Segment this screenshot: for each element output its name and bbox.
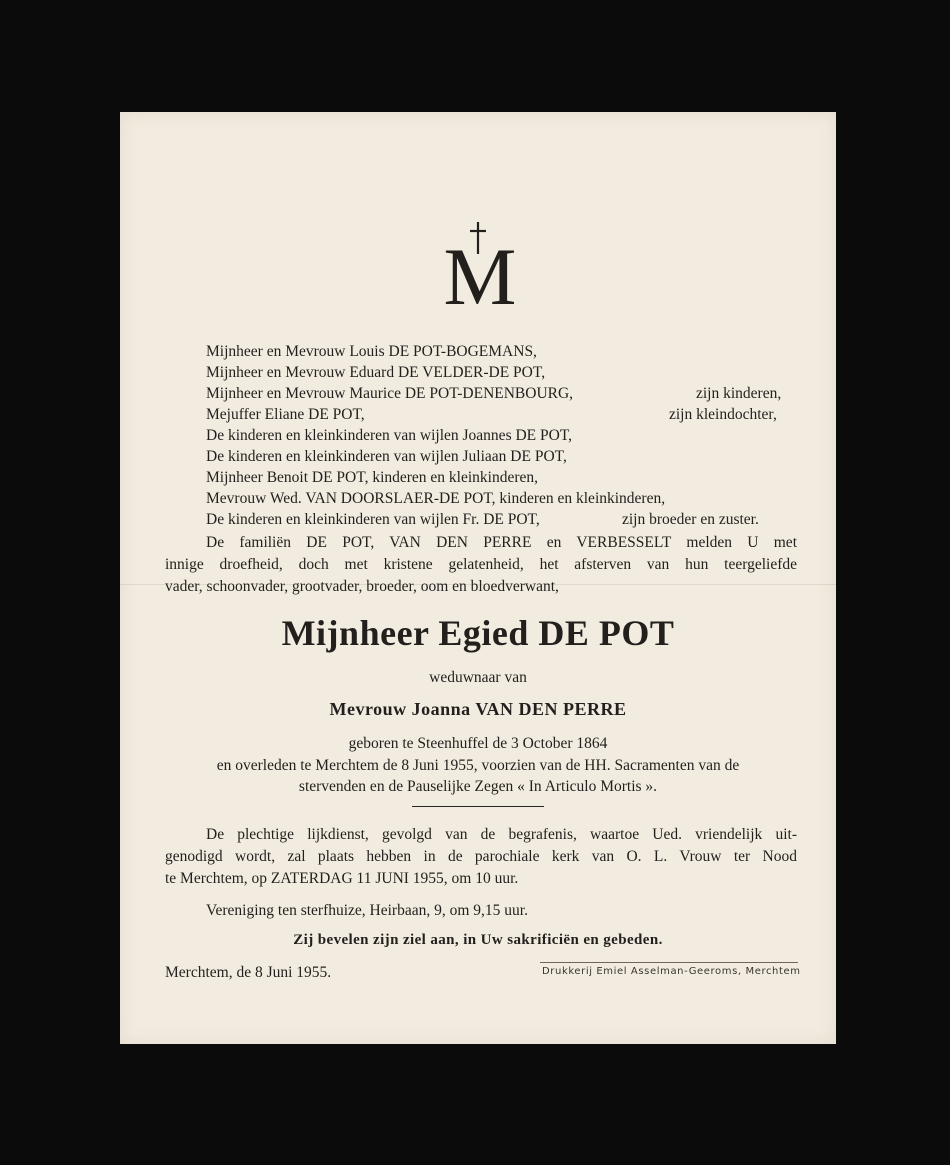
widower-of: weduwnaar van — [429, 669, 527, 686]
service-line-3: te Merchtem, op ZATERDAG 11 JUNI 1955, om 10 uur. — [165, 870, 519, 887]
family-line-7: Mijnheer Benoit DE POT, kinderen en kleinkinderen, — [206, 469, 539, 486]
memorial-card — [120, 112, 836, 1044]
family-line-3-relation: zijn kinderen, — [696, 385, 782, 402]
family-line-8: Mevrouw Wed. VAN DOORSLAER-DE POT, kinderen en kleinkinderen, — [206, 490, 666, 507]
printer-rule — [540, 962, 798, 963]
gathering-line: Vereniging ten sterfhuize, Heirbaan, 9, om 9,15 uur. — [206, 902, 528, 919]
service-line-1: De plechtige lijkdienst, gevolgd van de begrafenis, waartoe Ued. vriendelijk uit- — [206, 826, 797, 843]
announcement-line-1: De familiën DE POT, VAN DEN PERRE en VERBESSELT melden U met — [206, 534, 797, 551]
birth-line: geboren te Steenhuffel de 3 October 1864 — [348, 735, 608, 752]
service-line-2: genodigd wordt, zal plaats hebben in de parochiale kerk van O. L. Vrouw ter Nood — [165, 848, 797, 865]
place-date: Merchtem, de 8 Juni 1955. — [165, 964, 332, 981]
cross-monogram-icon — [432, 220, 528, 308]
family-line-4: Mejuffer Eliane DE POT, — [206, 406, 365, 423]
family-line-6: De kinderen en kleinkinderen van wijlen Juliaan DE POT, — [206, 448, 567, 465]
spouse-name: Mevrouw Joanna VAN DEN PERRE — [329, 699, 627, 719]
announcement-line-3: vader, schoonvader, grootvader, broeder, oom en bloedverwant, — [165, 578, 559, 595]
divider — [412, 806, 544, 807]
deceased-name: Mijnheer Egied DE POT — [281, 613, 675, 653]
death-line-1: en overleden te Merchtem de 8 Juni 1955, voorzien van de HH. Sacramenten van de — [216, 757, 740, 774]
family-line-9-relation: zijn broeder en zuster. — [622, 511, 759, 528]
announcement-line-2: innige droefheid, doch met kristene gelatenheid, het afsterven van hun teergeliefde — [165, 556, 797, 573]
death-line-2: stervenden en de Pauselijke Zegen « In Articulo Mortis ». — [298, 778, 658, 795]
family-line-3: Mijnheer en Mevrouw Maurice DE POT-DENENBOURG, — [206, 385, 574, 402]
prayer-line: Zij bevelen zijn ziel aan, in Uw sakrificiën en gebeden. — [293, 932, 663, 948]
family-line-2: Mijnheer en Mevrouw Eduard DE VELDER-DE POT, — [206, 364, 546, 381]
printer-credit: Drukkerij Emiel Asselman-Geeroms, Merchtem — [542, 966, 801, 977]
monogram-letter: M — [443, 231, 517, 308]
family-line-5: De kinderen en kleinkinderen van wijlen Joannes DE POT, — [206, 427, 573, 444]
family-line-4-relation: zijn kleindochter, — [669, 406, 777, 423]
family-line-9: De kinderen en kleinkinderen van wijlen Fr. DE POT, — [206, 511, 540, 528]
family-line-1: Mijnheer en Mevrouw Louis DE POT-BOGEMANS, — [206, 343, 537, 360]
